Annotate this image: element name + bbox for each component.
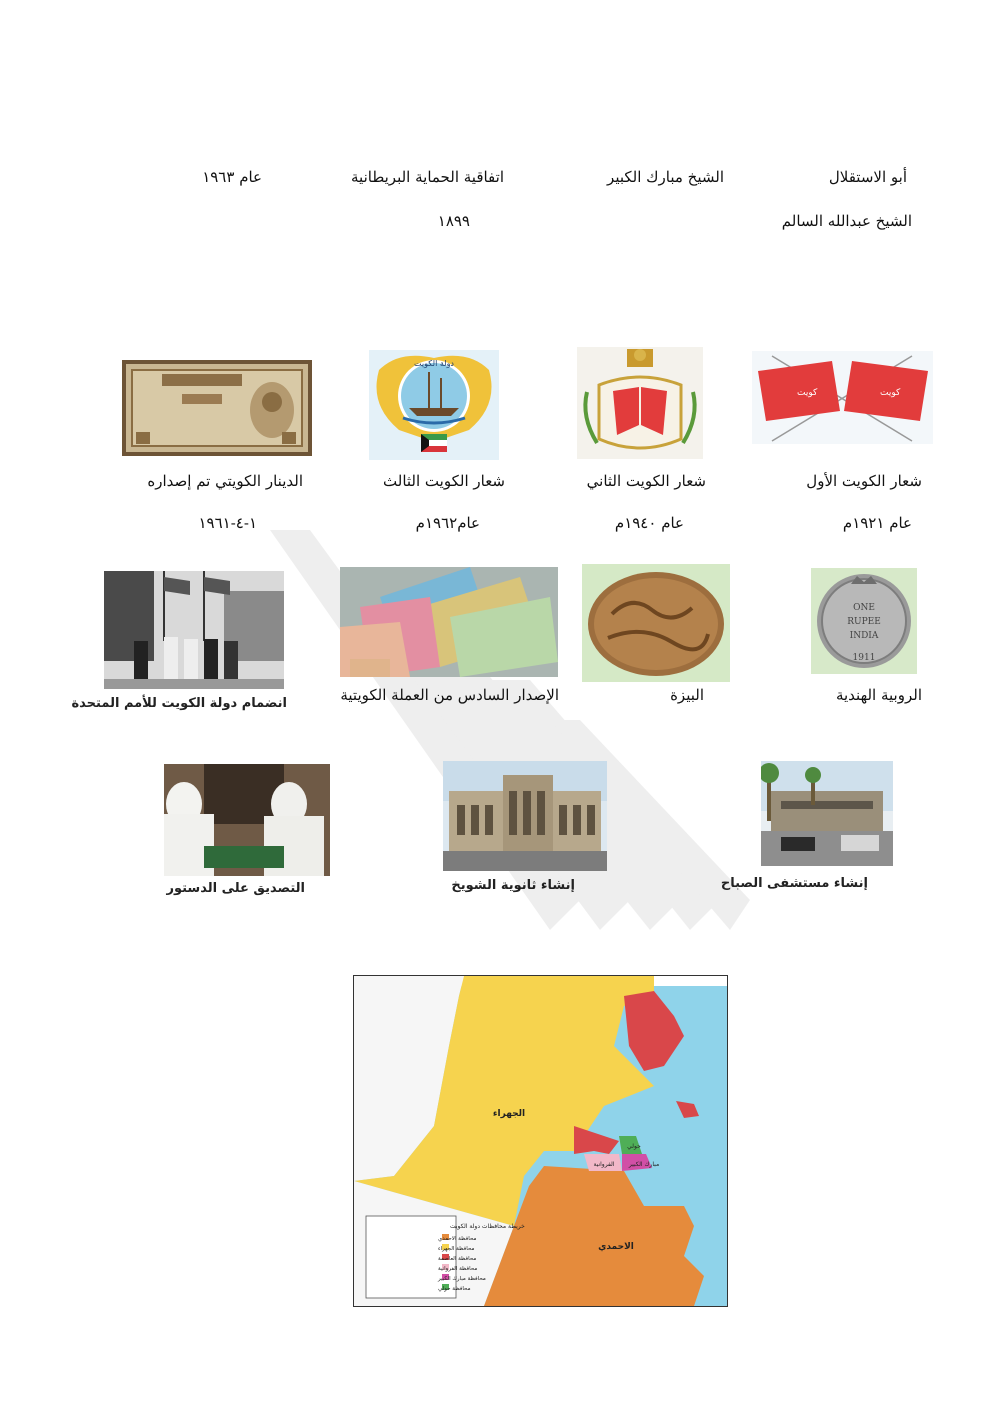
rupee-coin-text-india: INDIA [849, 631, 879, 641]
sixth-issue-currency-image [340, 567, 558, 677]
header-year-1899: ١٨٩٩ [437, 212, 470, 230]
third-emblem-label: شعار الكويت الثالث [383, 472, 505, 490]
header-mubarak: الشيخ مبارك الكبير [607, 168, 724, 186]
map-legend-mubarak: محافظة مبارك الكبير [438, 1276, 486, 1282]
baiza-coin-image [582, 564, 730, 682]
un-membership-image [104, 571, 284, 689]
map-label-mubarak: مبارك الكبير [628, 1161, 660, 1168]
sabah-hospital-label: إنشاء مستشفى الصباح [720, 876, 868, 891]
map-legend-jahra: محافظة الجهراء [438, 1246, 475, 1252]
first-emblem-label: شعار الكويت الأول [806, 472, 922, 490]
map-label-ahmadi: الاحمدي [598, 1242, 634, 1252]
rupee-coin-text-year: 1911 [852, 653, 876, 663]
third-emblem-date: عام١٩٦٢م [415, 514, 480, 532]
first-emblem-image [752, 351, 933, 444]
shuwaikh-school-image [443, 761, 607, 871]
second-emblem-date: عام ١٩٤٠م [614, 514, 684, 532]
indian-rupee-image [811, 568, 917, 674]
header-year-1963: عام ١٩٦٣ [202, 168, 262, 186]
first-emblem-date: عام ١٩٢١م [842, 514, 912, 532]
third-emblem-banner-text: دولة الكويت [414, 359, 454, 368]
un-membership-label: انضمام دولة الكويت للأمم المتحدة [71, 696, 287, 711]
header-abu-independence: أبو الاستقلال [828, 168, 907, 186]
svg-text:كويت: كويت [880, 388, 901, 398]
map-legend-ahmadi: محافظة الاحمدي [438, 1236, 477, 1242]
svg-text:كويت: كويت [797, 388, 818, 398]
map-legend-hawalli: محافظة حولي [438, 1286, 471, 1292]
dinar-date: ١-٤-١٩٦١ [198, 514, 257, 532]
baiza-label: البيزة [670, 686, 704, 704]
header-protection-agreement: اتفاقية الحماية البريطانية [351, 168, 504, 186]
map-legend-farwaniya: محافظة الفروانية [438, 1266, 478, 1272]
map-label-hawalli: حولي [627, 1143, 641, 1150]
kuwait-governorates-map [353, 975, 728, 1307]
shuwaikh-school-label: إنشاء ثانوية الشويخ [451, 878, 575, 893]
indian-rupee-label: الروبية الهندية [835, 686, 922, 704]
constitution-image [164, 764, 330, 876]
rupee-coin-text-rupee: RUPEE [847, 617, 881, 627]
dinar-banknote-image [122, 360, 312, 456]
constitution-label: التصديق على الدستور [166, 881, 305, 896]
dinar-label: الدينار الكويتي تم إصداره [147, 472, 303, 490]
map-legend-title: خريطة محافظات دولة الكويت [450, 1223, 525, 1230]
map-label-farwaniya: الفروانية [593, 1161, 615, 1168]
sabah-hospital-image [761, 761, 893, 866]
second-emblem-image [577, 347, 703, 459]
map-label-jahra: الجهراء [492, 1109, 526, 1119]
header-abdullah: الشيخ عبدالله السالم [781, 212, 912, 230]
second-emblem-label: شعار الكويت الثاني [586, 472, 706, 490]
sixth-issue-label: الإصدار السادس من العملة الكويتية [340, 686, 559, 704]
map-legend-capital: محافظة العاصمة [438, 1256, 477, 1262]
third-emblem-image [369, 350, 499, 460]
rupee-coin-text-one: ONE [853, 603, 875, 613]
